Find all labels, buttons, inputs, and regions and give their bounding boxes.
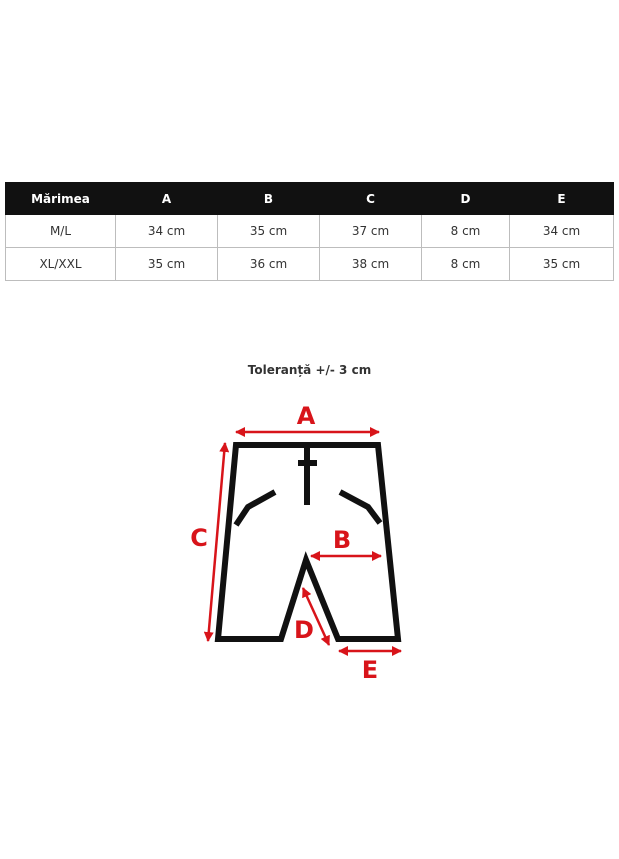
header-d: D — [422, 183, 510, 215]
cell-d: 8 cm — [422, 248, 510, 281]
cell-a: 35 cm — [116, 248, 218, 281]
right-pocket — [340, 492, 380, 523]
cell-a: 34 cm — [116, 215, 218, 248]
tolerance-note: Toleranță +/- 3 cm — [247, 363, 372, 377]
cell-b: 35 cm — [218, 215, 320, 248]
table-row — [6, 215, 614, 248]
header-a: A — [116, 183, 218, 215]
label-a: A — [296, 402, 316, 430]
cell-c: 38 cm — [320, 248, 422, 281]
header-e: E — [510, 183, 614, 215]
label-d: D — [294, 616, 314, 644]
label-c: C — [190, 524, 208, 552]
cell-d: 8 cm — [422, 215, 510, 248]
header-size: Mărimea — [6, 183, 116, 215]
header-b: B — [218, 183, 320, 215]
cell-e: 35 cm — [510, 248, 614, 281]
cell-b: 36 cm — [218, 248, 320, 281]
left-pocket — [236, 492, 275, 525]
cell-size: XL/XXL — [6, 248, 116, 281]
label-b: B — [332, 526, 352, 554]
cell-c: 37 cm — [320, 215, 422, 248]
header-c: C — [320, 183, 422, 215]
shorts-outline — [218, 445, 398, 639]
size-table — [5, 182, 614, 281]
shorts-measurement-diagram — [180, 395, 440, 695]
cell-e: 34 cm — [510, 215, 614, 248]
table-row — [6, 248, 614, 281]
cell-size: M/L — [6, 215, 116, 248]
table-header-row — [6, 183, 614, 215]
label-e: E — [361, 656, 379, 684]
